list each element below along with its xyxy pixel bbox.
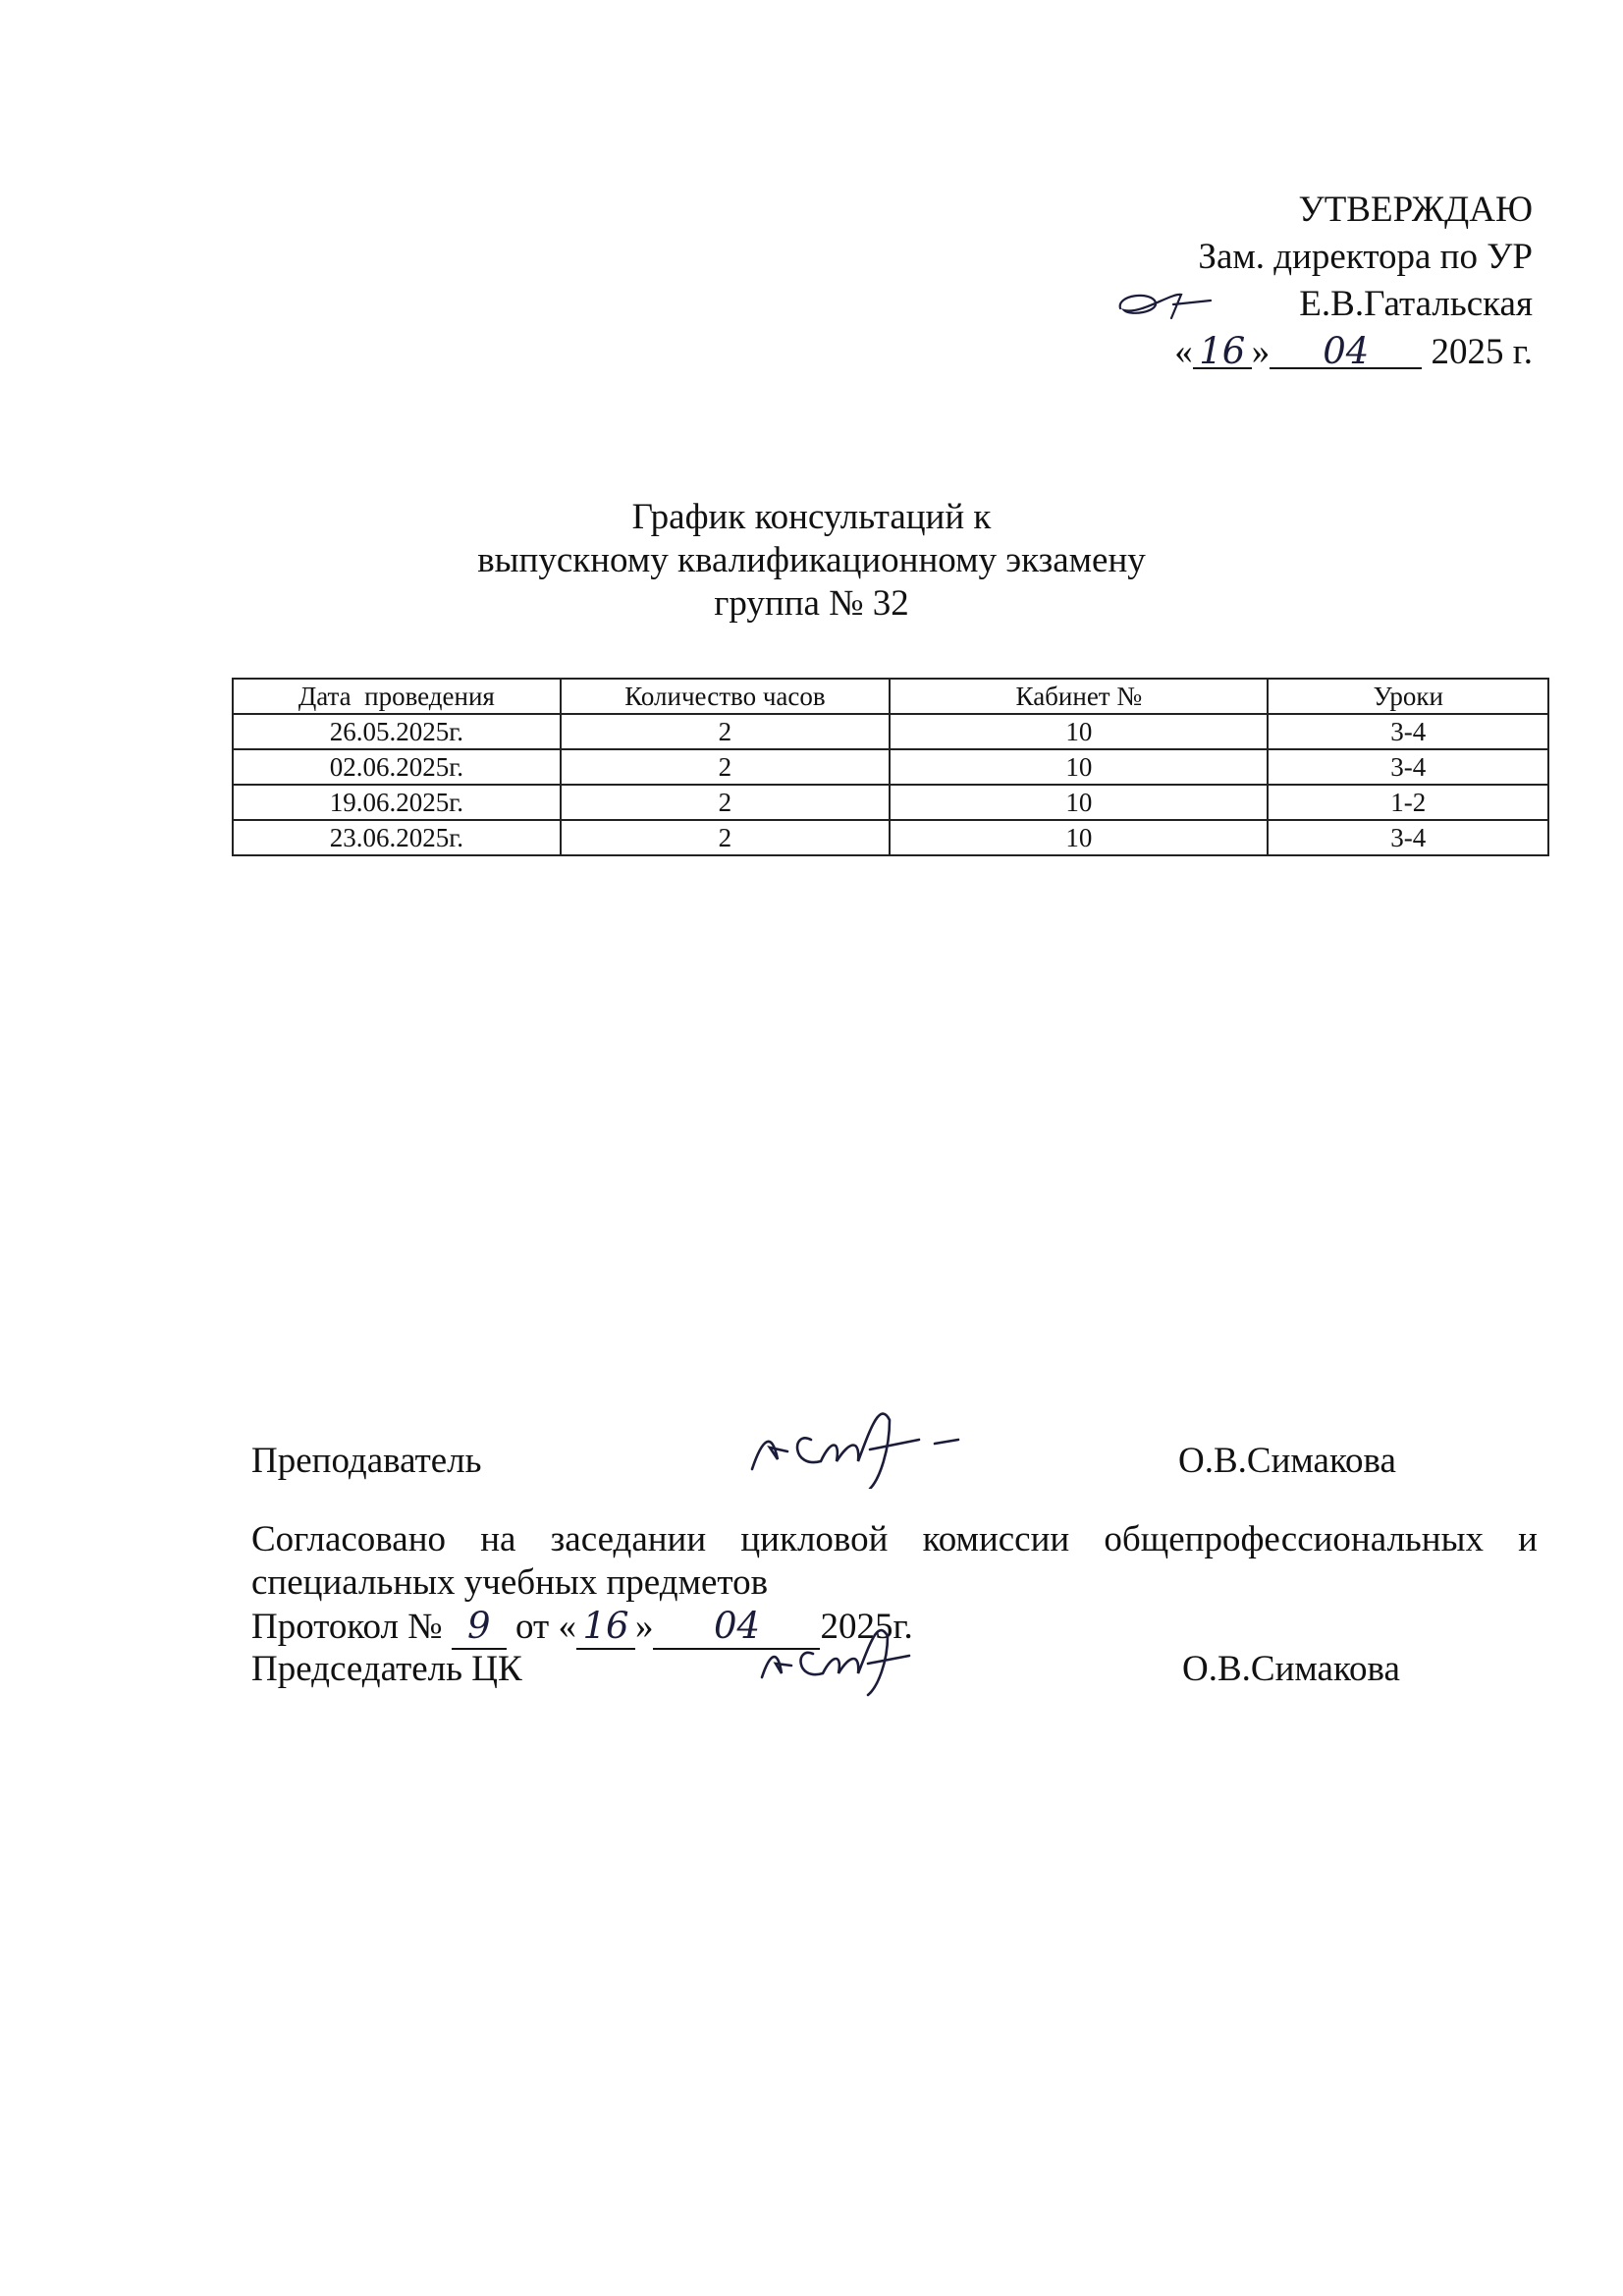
- cell-room: 10: [890, 820, 1268, 855]
- table-row: [233, 714, 1548, 749]
- cell-room: 10: [890, 714, 1268, 749]
- document-title: [0, 496, 1623, 626]
- table-row: [233, 749, 1548, 785]
- approval-block: [1022, 187, 1533, 375]
- cell-hours: 2: [561, 820, 891, 855]
- protocol-day: 16: [576, 1605, 635, 1650]
- cell-lessons: 1-2: [1268, 785, 1548, 820]
- table-row: [233, 785, 1548, 820]
- approval-signature-row: [1022, 281, 1533, 328]
- header-hours: Количество часов: [561, 679, 891, 714]
- header-date: Дата проведения: [233, 679, 561, 714]
- cell-hours: 2: [561, 749, 891, 785]
- protocol-number: 9: [452, 1605, 507, 1650]
- approval-name: Е.В.Гатальская: [1299, 284, 1533, 324]
- cell-date: 23.06.2025г.: [233, 820, 561, 855]
- agreement-block: [251, 1518, 1538, 1605]
- cell-date: 26.05.2025г.: [233, 714, 561, 749]
- title-line-1: График консультаций к: [631, 497, 992, 537]
- cell-hours: 2: [561, 785, 891, 820]
- agreement-line-2: специальных учебных предметов: [251, 1562, 769, 1603]
- title-line-2: выпускному квалификационному экзамену: [477, 540, 1146, 580]
- approval-heading: УТВЕРЖДАЮ: [1298, 190, 1533, 230]
- teacher-signature: [742, 1400, 978, 1489]
- cell-room: 10: [890, 785, 1268, 820]
- protocol-label: Протокол №: [251, 1607, 443, 1647]
- agreement-line-1: Согласовано на заседании цикловой комиссии общепрофессиональных и: [251, 1519, 1538, 1559]
- approval-date: [1022, 328, 1533, 375]
- cell-lessons: 3-4: [1268, 714, 1548, 749]
- header-lessons: Уроки: [1268, 679, 1548, 714]
- table-row: [233, 820, 1548, 855]
- approval-date-open-quote: «: [1174, 332, 1193, 372]
- approval-position: Зам. директора по УР: [1198, 237, 1533, 277]
- header-room: Кабинет №: [890, 679, 1268, 714]
- protocol-year: 2025г.: [820, 1607, 913, 1647]
- approval-date-year: 2025 г.: [1431, 332, 1533, 372]
- protocol-month: 04: [653, 1605, 820, 1650]
- cell-date: 19.06.2025г.: [233, 785, 561, 820]
- chair-label: Председатель ЦК: [251, 1649, 522, 1689]
- director-signature: [1112, 285, 1220, 324]
- cell-hours: 2: [561, 714, 891, 749]
- cell-lessons: 3-4: [1268, 749, 1548, 785]
- approval-date-month: 04: [1270, 328, 1422, 369]
- cell-date: 02.06.2025г.: [233, 749, 561, 785]
- approval-date-close-quote: »: [1251, 332, 1271, 372]
- cell-lessons: 3-4: [1268, 820, 1548, 855]
- title-line-3: группа № 32: [714, 583, 909, 624]
- approval-date-day: 16: [1193, 328, 1252, 369]
- teacher-label: Преподаватель: [251, 1441, 482, 1481]
- protocol-from: от «: [515, 1607, 576, 1647]
- chair-name: О.В.Симакова: [1182, 1649, 1400, 1689]
- teacher-name: О.В.Симакова: [1178, 1441, 1396, 1481]
- table-header-row: [233, 679, 1548, 714]
- schedule-table: [232, 678, 1549, 856]
- chair-signature: [752, 1618, 948, 1697]
- cell-room: 10: [890, 749, 1268, 785]
- protocol-close-quote: »: [634, 1607, 654, 1647]
